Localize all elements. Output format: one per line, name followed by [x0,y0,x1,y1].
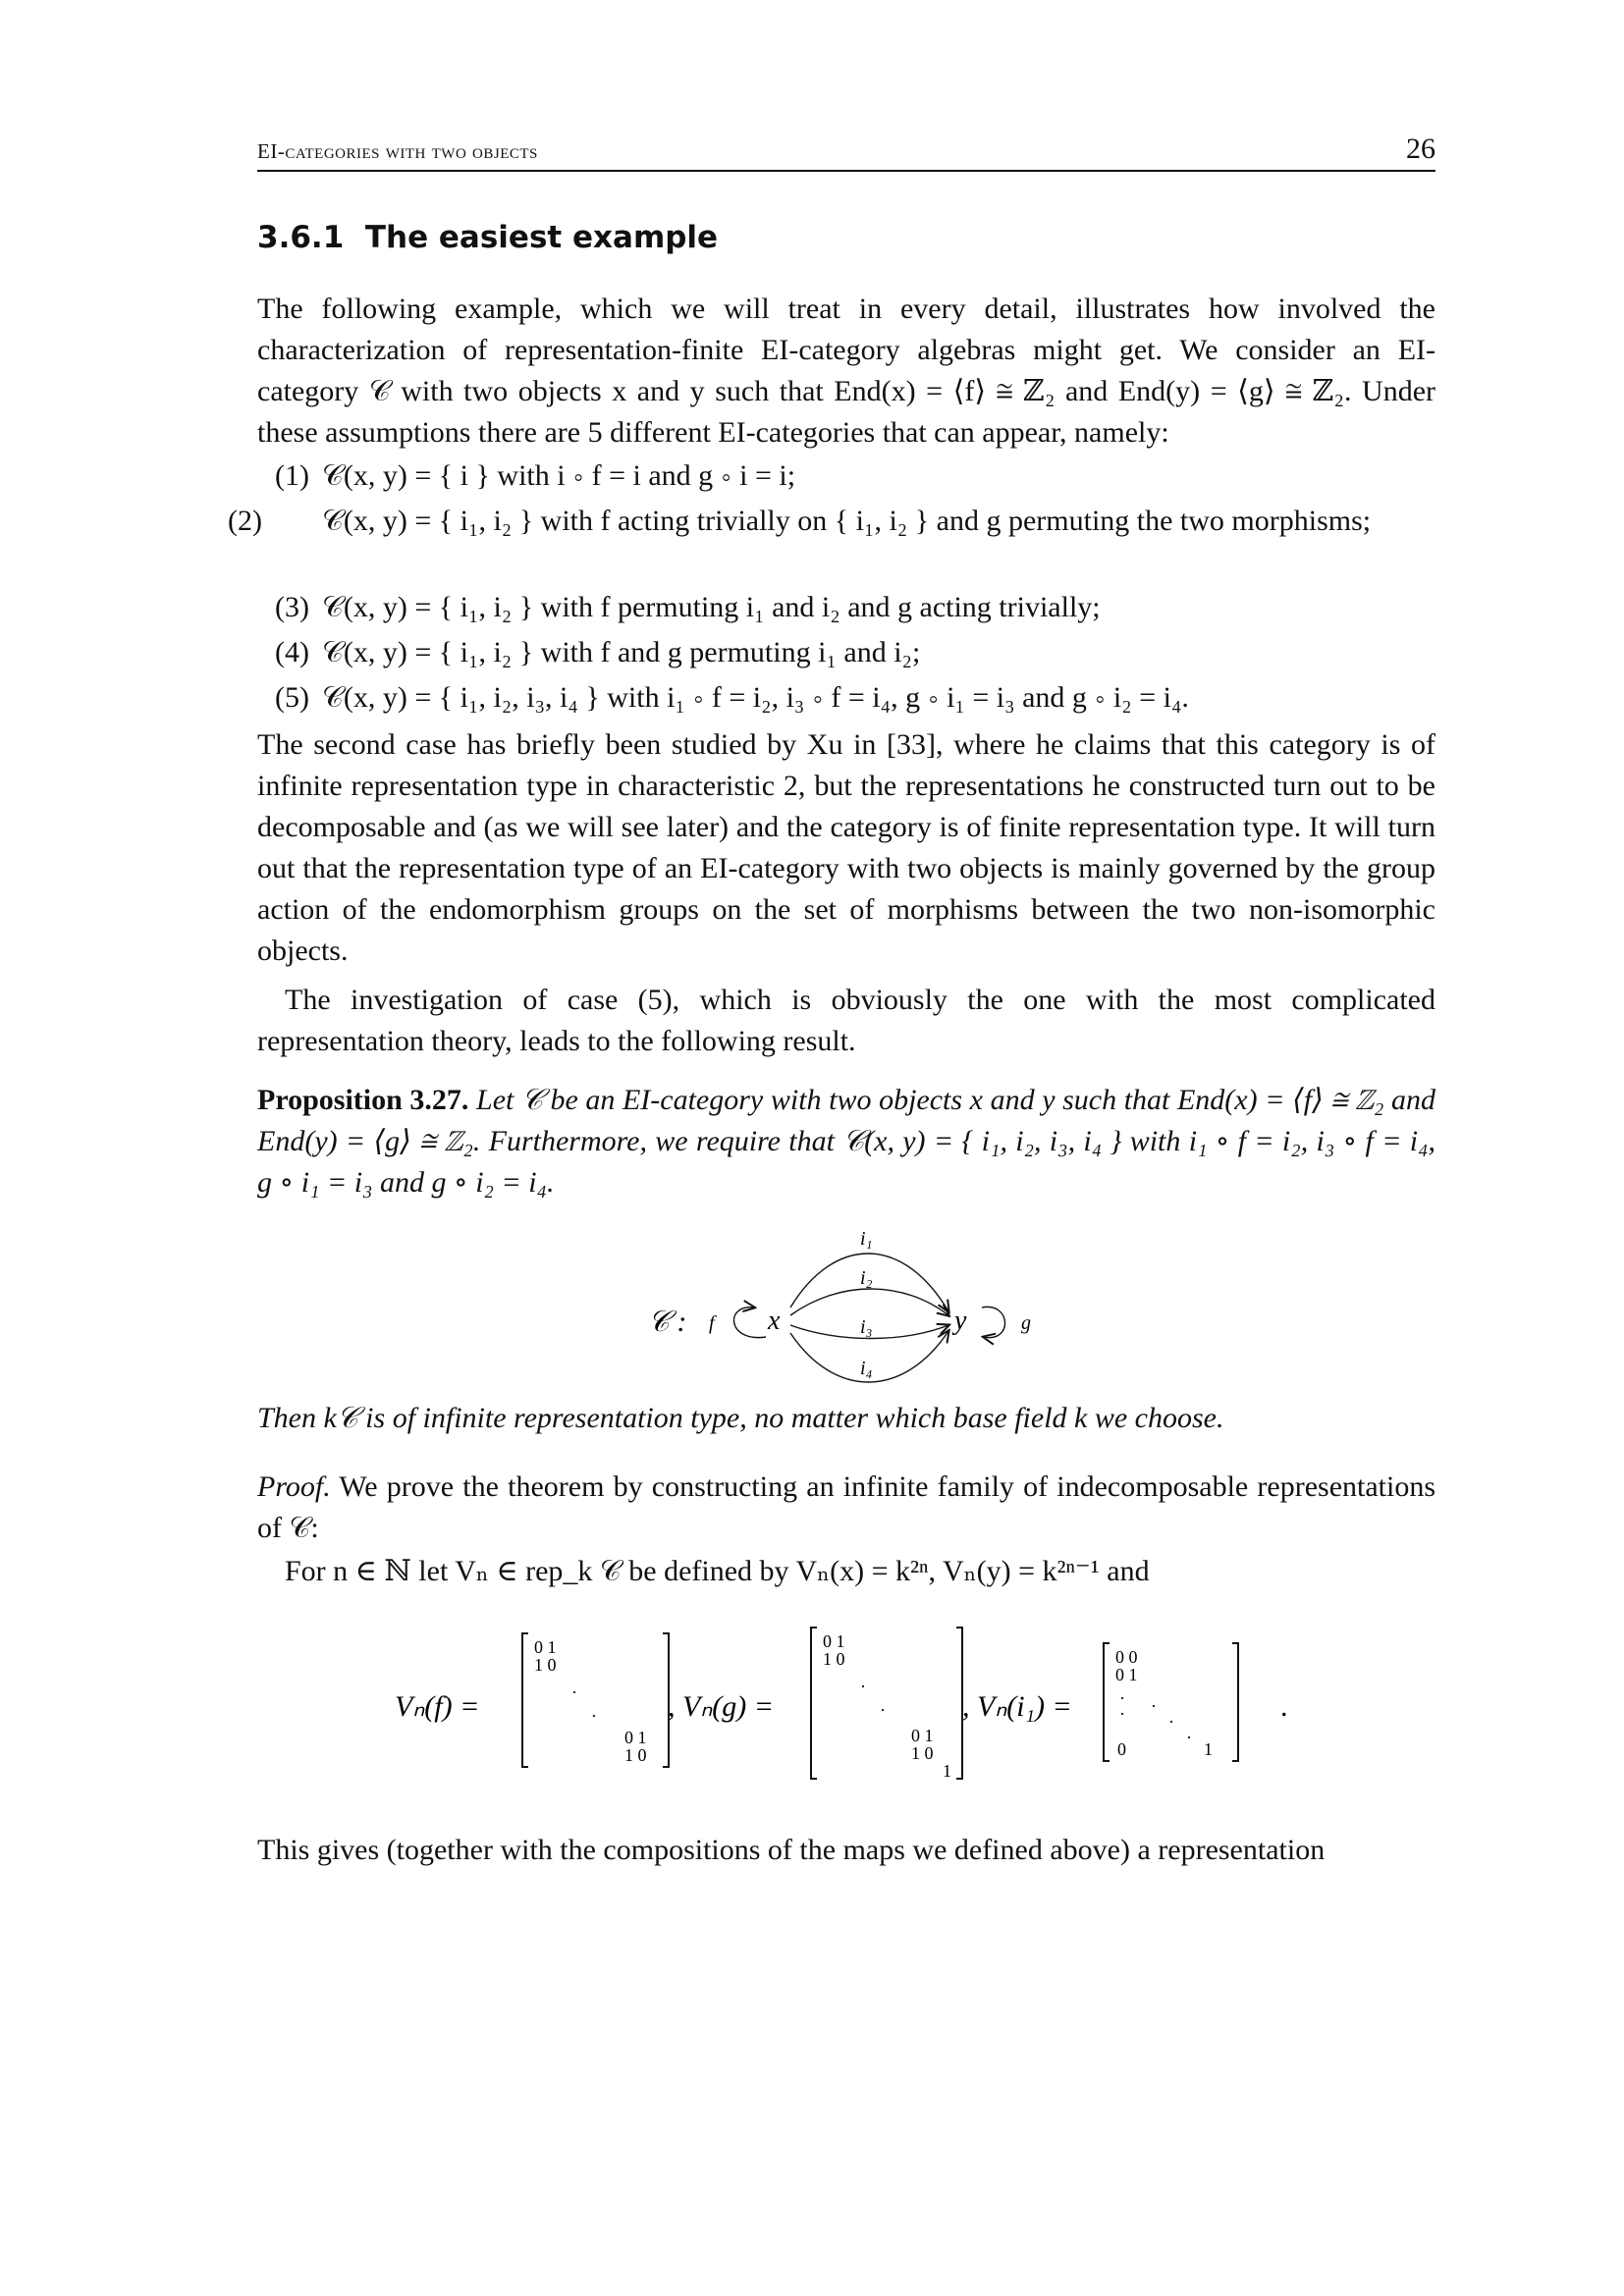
running-title: EI-categories with two objects [257,139,538,163]
loop-f-arrow [733,1308,766,1338]
matrix-i1-vdot: · [1119,1704,1125,1724]
second-case-text: The second case has briefly been studied by Xu in [33], where he claims that this category is of infinite representation type in characteristic 2, but the representations he constructed turn out to be decomposable and (as we will see later) and the category is of finite representation type. It will turn out that the representation type of an EI-category with two objects is mainly governed by the group action of the endomorphism groups on the set of morphisms between the two non-isomorphic objects. [257,728,1435,967]
quiver-diagram [589,1217,1100,1394]
proposition-statement: Let 𝒞 be an EI-category with two objects x and y such that End(x) = ⟨f⟩ ≅ ℤ₂ and End(y) = ⟨g⟩ ≅ ℤ₂. Furthermore, we require that 𝒞(x, y) = { i₁, i₂, i₃, i₄ } with i₁ ∘ f = i₂, i₃ ∘ f = i₄, g ∘ i₁ = i₃ and g ∘ i₂ = i₄. [257,1084,1435,1199]
matrix-g-block-top-2: 0 1 [911,1726,934,1745]
matrix-i1-zero: 0 [1117,1739,1126,1759]
matrix-i1-ddot: · [1168,1712,1174,1732]
proposition-label: Proposition 3.27. [257,1084,469,1116]
loop-g-arrow [982,1307,1005,1337]
matrix-g-dot: · [860,1677,866,1696]
section-number: 3.6.1 [257,220,345,255]
case-3 [275,587,1434,628]
case-number: (1) [275,459,309,492]
proof-label: Proof. [257,1470,331,1503]
matrix-g-label: , Vₙ(g) = [668,1690,775,1723]
matrix-f-block-top-2: 0 1 [624,1728,647,1747]
matrix-i1-one: 1 [1204,1739,1213,1759]
matrix-g-dot: · [880,1700,886,1720]
diagram-category-label: 𝒞 : [648,1306,687,1338]
loop-g-label: g [1021,1312,1031,1334]
arrow-i2-label: i₂ [860,1267,873,1289]
investigation-text: The investigation of case (5), which is obviously the one with the most complicated representation theory, leads to the following result. [257,984,1435,1057]
matrix-f-dot: · [571,1682,577,1702]
case-4 [275,632,1434,673]
investigation-paragraph [257,980,1435,1062]
arrow-i2 [790,1289,948,1315]
matrix-f-label: Vₙ(f) = [395,1690,480,1723]
matrix-g-block-bot: 1 0 [823,1649,845,1669]
matrix-i1-row2: 0 1 [1115,1665,1138,1684]
loop-f-label: f [709,1312,715,1334]
matrix-g-one: 1 [943,1761,951,1781]
intro-text: The following example, which we will treat in every detail, illustrates how involved the characterization of representation-finite EI-category algebras might get. We consider an EI-category 𝒞 with two objects x and y such that End(x) = ⟨f⟩ ≅ ℤ₂ and End(y) = ⟨g⟩ ≅ ℤ₂. Under these assumptions there are 5 different EI-categories that can appear, namely: [257,293,1435,449]
object-y: y [954,1306,967,1336]
matrix-g-block-top: 0 1 [823,1631,845,1651]
intro-paragraph [257,289,1435,454]
section-title: The easiest example [364,220,719,255]
matrix-f-dot: · [591,1706,597,1726]
proposition [257,1080,1435,1203]
case-text: 𝒞(x, y) = { i₁, i₂, i₃, i₄ } with i₁ ∘ f = i₂, i₃ ∘ f = i₄, g ∘ i₁ = i₃ and g ∘ i₂ = i₄. [322,681,1189,714]
proof-text: We prove the theorem by constructing an infinite family of indecomposable representations of 𝒞: [257,1470,1436,1544]
case-text: 𝒞(x, y) = { i₁, i₂ } with f and g permuting i₁ and i₂; [322,636,921,668]
page-number: 26 [1406,133,1435,165]
final-text: This gives (together with the compositions of the maps we defined above) a representation [257,1834,1326,1866]
case-2 [228,501,1434,542]
section-heading [257,220,718,255]
matrix-end: . [1280,1690,1288,1723]
case-text: 𝒞(x, y) = { i₁, i₂ } with f acting trivially on { i₁, i₂ } and g permuting the two morphisms; [322,505,1372,537]
object-x: x [768,1306,781,1336]
case-number: (3) [275,591,309,623]
case-text: 𝒞(x, y) = { i₁, i₂ } with f permuting i₁ and i₂ and g acting trivially; [322,591,1101,623]
matrix-i1-ddot: · [1151,1696,1157,1716]
case-number: (2) [228,505,262,537]
matrix-i1-vdot: · [1119,1688,1125,1708]
arrow-i3-label: i₃ [860,1316,873,1338]
case-1 [275,455,1434,497]
matrix-i1-ddot: · [1186,1728,1192,1747]
running-header [257,131,1435,172]
case-number: (4) [275,636,309,668]
matrix-f-block-top: 0 1 [534,1637,557,1657]
case-number: (5) [275,681,309,714]
proposition-conclusion [257,1398,1435,1439]
case-5 [275,677,1434,719]
matrix-f-block-bot-2: 1 0 [624,1745,647,1765]
final-paragraph [257,1830,1435,1871]
matrix-f-block-bot: 1 0 [534,1655,557,1675]
matrix-block [373,1620,1316,1796]
second-case-paragraph [257,724,1435,972]
matrix-i1-row1: 0 0 [1115,1647,1138,1667]
proof-define: For n ∈ ℕ let Vₙ ∈ rep_k 𝒞 be defined by Vₙ(x) = k²ⁿ, Vₙ(y) = k²ⁿ⁻¹ and [285,1555,1150,1587]
matrix-g-block-bot-2: 1 0 [911,1743,934,1763]
arrow-i4-label: i₄ [860,1358,873,1379]
conclusion-text: Then k𝒞 is of infinite representation type, no matter which base field k we choose. [257,1402,1224,1434]
case-text: 𝒞(x, y) = { i } with i ∘ f = i and g ∘ i = i; [322,459,796,492]
proof [257,1467,1435,1592]
arrow-i1-label: i₁ [860,1228,873,1250]
matrix-i1-label: , Vₙ(i₁) = [962,1690,1072,1723]
